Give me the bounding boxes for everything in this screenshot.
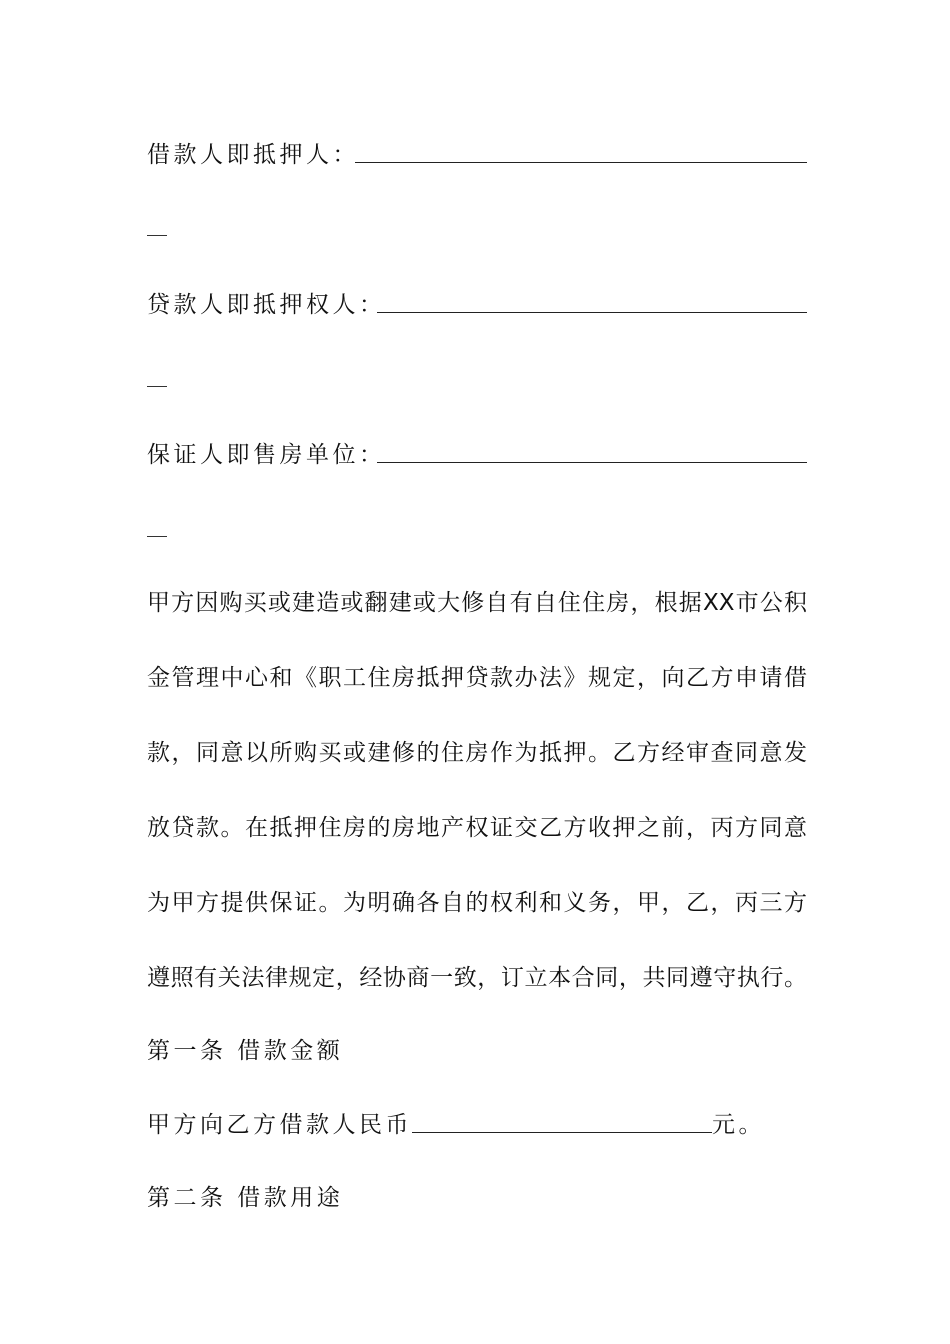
lender-label: 贷款人即抵押权人：	[147, 292, 386, 318]
preamble-line: 遵照有关法律规定，经协商一致，订立本合同，共同遵守执行。	[147, 965, 807, 991]
loan-amount-prefix: 甲方向乙方借款人民币	[147, 1112, 412, 1138]
preamble-line: 甲方因购买或建造或翻建或大修自有自住住房，根据XX市公积	[147, 590, 807, 616]
guarantor-blank-line[interactable]	[377, 440, 807, 463]
loan-amount-row	[147, 1110, 765, 1140]
guarantor-label: 保证人即售房单位：	[147, 442, 386, 468]
lender-blank-tail	[147, 386, 167, 387]
preamble-line: 放贷款。在抵押住房的房地产权证交乙方收押之前，丙方同意	[147, 815, 807, 841]
preamble-line: 款，同意以所购买或建修的住房作为抵押。乙方经审查同意发	[147, 740, 807, 766]
loan-amount-blank-line[interactable]	[412, 1110, 712, 1133]
borrower-label: 借款人即抵押人：	[147, 142, 359, 168]
guarantor-field-row	[147, 440, 807, 470]
borrower-blank-line[interactable]	[355, 140, 807, 163]
guarantor-blank-tail	[147, 536, 167, 537]
lender-blank-line[interactable]	[377, 290, 807, 313]
article1-heading: 第一条 借款金额	[147, 1038, 344, 1064]
preamble-line: 金管理中心和《职工住房抵押贷款办法》规定，向乙方申请借	[147, 665, 807, 691]
lender-field-row	[147, 290, 807, 320]
preamble-line: 为甲方提供保证。为明确各自的权利和义务，甲，乙，丙三方	[147, 890, 807, 916]
borrower-field-row	[147, 140, 807, 170]
article2-heading: 第二条 借款用途	[147, 1185, 344, 1211]
loan-amount-suffix: 元。	[712, 1112, 765, 1138]
borrower-blank-tail	[147, 235, 167, 236]
